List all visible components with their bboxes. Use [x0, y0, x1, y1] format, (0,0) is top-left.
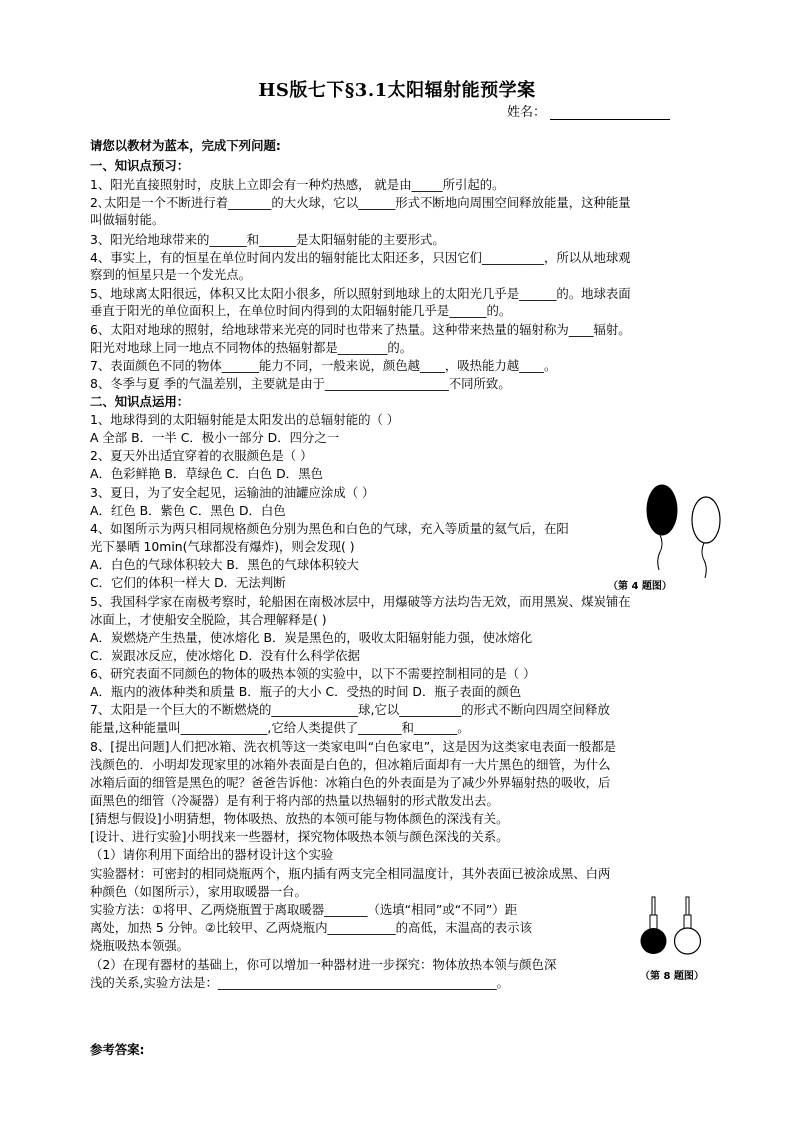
preview-line: 3、阳光给地球带来的______和______是太阳辐射能的主要形式。	[90, 232, 445, 247]
page-title: HS版七下§3.1太阳辐射能预学案	[258, 80, 536, 101]
question-line: （2）在现有器材的基础上，你可以增加一种器材进一步探究：物体放热本领与颜色深	[90, 957, 557, 972]
question-line: 种颜色（如图所示），家用取暖器一台。	[90, 884, 307, 899]
question-line: A．白色的气球体积较大 B．黑色的气球体积较大	[90, 557, 359, 572]
question-line: 实验方法：①将甲、乙两烧瓶置于离取暖器_______（选填“相同”或“不同”）距	[90, 902, 518, 917]
question-line: 7、太阳是一个巨大的不断燃烧的______________球,它以__________的形式不断向四周空间释放	[90, 702, 610, 717]
question-line: A．瓶内的液体种类和质量 B．瓶子的大小 C．受热的时间 D．瓶子表面的颜色	[90, 684, 522, 699]
preview-line: 察到的恒星只是一个发光点。	[90, 267, 252, 282]
question-line: C．炭跟冰反应，使冰熔化 D．没有什么科学依据	[90, 648, 360, 663]
preview-line: 6、太阳对地球的照射，给地球带来光亮的同时也带来了热量。这种带来热量的辐射称为____辐射。	[90, 322, 631, 337]
question-line: 光下暴晒 10min(气球都没有爆炸)，则会发现( )	[90, 539, 355, 554]
preview-line: 垂直于阳光的单位面积上，在单位时间内得到的太阳辐射能几乎是______的。	[90, 303, 512, 318]
question-line: 6、研究表面不同颜色的物体的吸热本领的实验中，以下不需要控制相同的是（ ）	[90, 666, 536, 681]
question-line: 5、我国科学家在南极考察时，轮船困在南极冰层中，用爆破等方法均告无效，而用黑炭、煤炭铺在	[90, 594, 631, 609]
black-flask-neck	[650, 915, 657, 929]
answers-heading: 参考答案:	[90, 1042, 145, 1057]
question-line: 能量,这种能量叫______________,它给人类提供了_______和_______。	[90, 720, 470, 735]
preview-line: 叫做辐射能。	[90, 212, 165, 227]
question-line: 离处，加热 5 分钟。②比较甲、乙两烧瓶内___________的高低，末温高的表示该	[90, 920, 532, 935]
white-flask-neck	[684, 915, 691, 929]
question-line: 1、地球得到的太阳辐射能是太阳发出的总辐射能的（ ）	[90, 412, 400, 427]
figure-8-caption: （第 8 题图）	[640, 971, 704, 982]
question-line: 面黑色的细管（冷凝器）是有利于将内部的热量以热辐射的形式散发出去。	[90, 793, 499, 808]
balloons-figure	[640, 482, 724, 584]
name-label: 姓名	[507, 105, 534, 120]
question-line: 冰面上，才使船安全脱险，其合理解释是( )	[90, 612, 327, 627]
question-line: A 全部 B．一半 C．极小一部分 D．四分之一	[90, 430, 340, 445]
figure-4-caption: （第 4 题图）	[608, 581, 672, 592]
question-line: 冰箱后面的细管是黑色的呢？爸爸告诉他：冰箱白色的外表面是为了减少外界辐射热的吸收，后	[90, 775, 611, 790]
name-blank[interactable]: ：	[533, 105, 547, 120]
intro-text: 请您以教材为蓝本，完成下列问题:	[90, 138, 281, 153]
question-line: （1）请你利用下面给出的器材设计这个实验	[90, 847, 334, 862]
question-line: 2、夏天外出适宜穿着的衣服颜色是（ ）	[90, 448, 313, 463]
preview-line: 1、阳光直接照射时，皮肤上立即会有一种灼热感， 就是由_____所引起的。	[90, 177, 505, 192]
black-balloon	[647, 485, 677, 535]
preview-line: 2､太阳是一个不断进行着_______的大火球，它以______形式不断地向周围空间释放能量，这种能量	[90, 195, 631, 210]
question-line: C．它们的体积一样大 D．无法判断	[90, 575, 286, 590]
question-line: A．炭燃烧产生热量，使冰熔化 B．炭是黑色的，吸收太阳辐射能力强，使冰熔化	[90, 630, 533, 645]
question-line: A．红色 B．紫色 C．黑色 D．白色	[90, 503, 286, 518]
question-line: 4、如图所示为两只相同规格颜色分别为黑色和白色的气球，充入等质量的氦气后，在阳	[90, 521, 569, 536]
question-line: 浅的关系,实验方法是：_____________________________________________。	[90, 975, 510, 990]
name-field	[507, 101, 670, 120]
white-flask	[675, 928, 701, 954]
question-line: [猜想与假设]小明猜想，物体吸热、放热的本领可能与物体颜色的深浅有关。	[90, 811, 509, 826]
preview-line: 4、事实上，有的恒星在单位时间内发出的辐射能比太阳还多，只因它们__________，所以从地球观	[90, 250, 631, 265]
preview-line: 7、表面颜色不同的物体______能力不同，一般来说，颜色越____，吸热能力越____。	[90, 358, 557, 373]
black-balloon-string	[658, 535, 662, 570]
question-line: 烧瓶吸热本领强。	[90, 938, 190, 953]
name-underline	[550, 107, 670, 120]
section-apply-heading: 二、知识点运用：	[90, 394, 190, 409]
question-line: 浅颜色的．小明却发现家里的冰箱外表面是白色的，但冰箱后面却有一大片黑色的细管，为什么	[90, 757, 611, 772]
question-line: 8、[提出问题]人们把冰箱、洗衣机等这一类家电叫“白色家电”，这是因为这类家电表面一般都是	[90, 739, 617, 754]
black-flask	[641, 928, 667, 954]
question-line: 实验器材：可密封的相同烧瓶两个，瓶内插有两支完全相同温度计，其外表面已被涂成黑、白两	[90, 866, 611, 881]
white-balloon-string	[702, 543, 706, 578]
preview-line: 8、冬季与夏 季的气温差别，主要就是由于____________________不同所致。	[90, 376, 511, 391]
flasks-figure	[640, 895, 706, 967]
question-line: 3、夏日，为了安全起见，运输油的油罐应涂成（ ）	[90, 485, 375, 500]
question-line: A．色彩鲜艳 B．草绿色 C．白色 D．黑色	[90, 466, 323, 481]
preview-line: 5、地球离太阳很远，体积又比太阳小很多，所以照射到地球上的太阳光几乎是______的。地球表面	[90, 286, 631, 301]
preview-line: 阳光对地球上同一地点不同物体的热辐射都是________的。	[90, 340, 413, 355]
white-balloon	[692, 497, 720, 543]
section-preview-heading: 一、知识点预习：	[90, 158, 190, 173]
question-line: [设计、进行实验]小明找来一些器材，探究物体吸热本领与颜色深浅的关系。	[90, 829, 509, 844]
